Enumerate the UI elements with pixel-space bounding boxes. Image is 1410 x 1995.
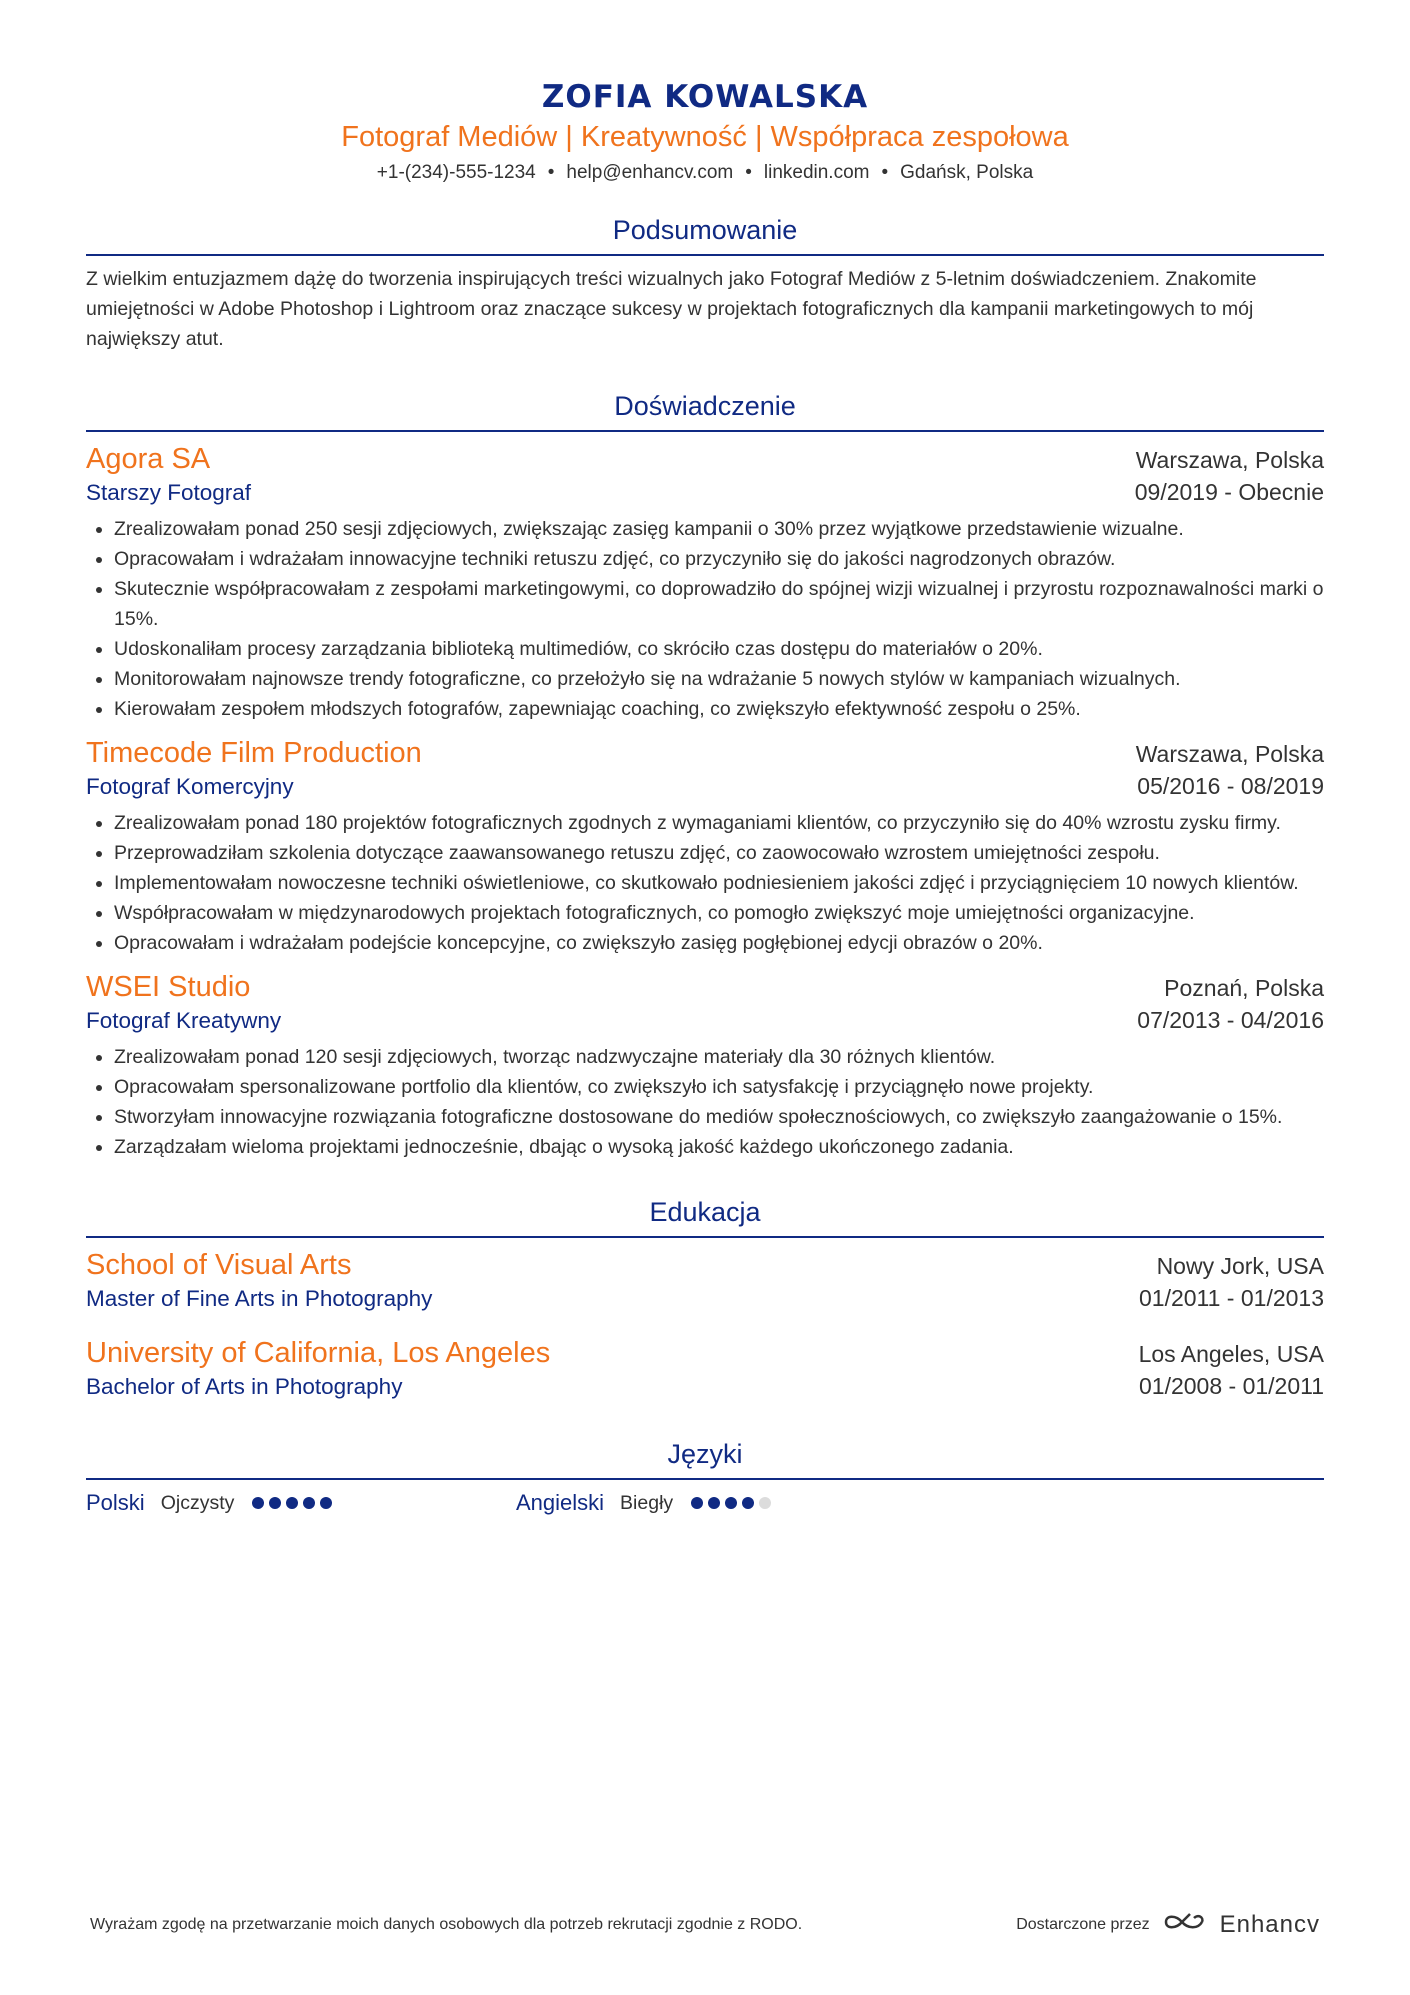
gdpr-consent: Wyrażam zgodę na przetwarzanie moich danych osobowych dla potrzeb rekrutacji zgodnie z RODO. [90, 1915, 803, 1933]
contact-email[interactable]: help@enhancv.com [566, 162, 734, 183]
rating-dot-filled [269, 1497, 281, 1509]
brand-name: Enhancv [1219, 1910, 1320, 1938]
rating-dot-empty [759, 1497, 771, 1509]
rating-dot-filled [725, 1497, 737, 1509]
education-dates: 01/2011 - 01/2013 [1138, 1285, 1324, 1311]
bullet-item: • Zrealizowałam ponad 250 sesji zdjęciowych, zwiększając zasięg kampanii o 30% przez wyjątkowe przedstawienie wizualne. [114, 514, 1324, 544]
resume-header [86, 0, 1324, 186]
rating-dot-filled [286, 1497, 298, 1509]
job-company: WSEI Studio [86, 971, 251, 1003]
job-company: Timecode Film Production [86, 737, 422, 769]
education-subheader-row [86, 1284, 1324, 1314]
degree: Bachelor of Arts in Photography [86, 1374, 403, 1399]
job-bullets [86, 514, 1324, 724]
school-location: Los Angeles, USA [1138, 1341, 1324, 1367]
education-entry [86, 1246, 1324, 1314]
separator-dot: • [881, 162, 889, 183]
language-level: Ojczysty [160, 1491, 235, 1514]
job-company: Agora SA [86, 443, 211, 475]
bullet-item: • Kierowałam zespołem młodszych fotografów, zapewniając coaching, co zwiększyło efektywność zespołu o 25%. [114, 694, 1324, 724]
bullet-item: • Skutecznie współpracowałam z zespołami marketingowymi, co doprowadziło do spójnej wizji wizualnej i przyrostu rozpoznawalności marki o 15%. [114, 574, 1324, 634]
bullet-item: • Opracowałam spersonalizowane portfolio dla klientów, co zwiększyło ich satysfakcję i przyciągnęło nowe projekty. [114, 1072, 1324, 1102]
contact-linkedin[interactable]: linkedin.com [763, 162, 870, 183]
school-name: University of California, Los Angeles [86, 1337, 551, 1369]
job-dates: 05/2016 - 08/2019 [1137, 773, 1324, 799]
section-title-education: Edukacja [86, 1194, 1324, 1238]
job-dates: 09/2019 - Obecnie [1134, 479, 1324, 505]
job-bullets [86, 808, 1324, 958]
job-header-row [86, 440, 1324, 478]
separator-dot: • [547, 162, 555, 183]
language-rating [691, 1497, 771, 1509]
contact-phone: +1-(234)-555-1234 [376, 162, 536, 183]
experience-section [86, 388, 1324, 1162]
bullet-item: • Opracowałam i wdrażałam podejście koncepcyjne, co zwiększyło zasięg pogłębionej edycji obrazów o 20%. [114, 928, 1324, 958]
rating-dot-filled [742, 1497, 754, 1509]
headline: Fotograf Mediów | Kreatywność | Współpraca zespołowa [341, 121, 1069, 153]
job-subheader-row [86, 1006, 1324, 1036]
language-name: Angielski [516, 1490, 605, 1515]
job-entry [86, 968, 1324, 1162]
candidate-name: ZOFIA KOWALSKA [541, 79, 869, 115]
powered-by-label: Dostarczone przez [1016, 1915, 1150, 1933]
education-header-row [86, 1246, 1324, 1284]
bullet-item: • Stworzyłam innowacyjne rozwiązania fotograficzne dostosowane do mediów społecznościowych, co zwiększyło zaangażowanie o 15%. [114, 1102, 1324, 1132]
section-title-languages: Języki [86, 1436, 1324, 1480]
job-role: Starszy Fotograf [86, 480, 252, 505]
rating-dot-filled [252, 1497, 264, 1509]
education-subheader-row [86, 1372, 1324, 1402]
rating-dot-filled [320, 1497, 332, 1509]
section-title-experience: Doświadczenie [86, 388, 1324, 432]
summary-section [86, 212, 1324, 354]
separator-dot: • [745, 162, 752, 183]
job-entry [86, 440, 1324, 724]
language-level: Biegły [620, 1491, 674, 1514]
bullet-item: • Współpracowałam w międzynarodowych projektach fotograficznych, co pomogło zwiększyć moje umiejętności organizacyjne. [114, 898, 1324, 928]
education-section [86, 1194, 1324, 1402]
bullet-item: • Zarządzałam wieloma projektami jednocześnie, dbając o wysoką jakość każdego ukończonego zadania. [114, 1132, 1324, 1162]
languages-row [86, 1490, 1324, 1516]
bullet-item: • Przeprowadziłam szkolenia dotyczące zaawansowanego retuszu zdjęć, co zaowocowało wzrostem umiejętności zespołu. [114, 838, 1324, 868]
bullet-item: • Zrealizowałam ponad 180 projektów fotograficznych zgodnych z wymaganiami klientów, co przyczyniło się do 40% wzrostu zysku firmy. [114, 808, 1324, 838]
degree: Master of Fine Arts in Photography [86, 1286, 433, 1311]
bullet-item: • Opracowałam i wdrażałam innowacyjne techniki retuszu zdjęć, co przyczyniło się do jakości nagrodzonych obrazów. [114, 544, 1324, 574]
job-location: Warszawa, Polska [1135, 447, 1324, 473]
education-entry [86, 1334, 1324, 1402]
contact-location: Gdańsk, Polska [900, 162, 1034, 183]
summary-text: Z wielkim entuzjazmem dążę do tworzenia inspirujących treści wizualnych jako Fotograf Mediów z 5-letnim doświadczeniem. Znakomite umiejętności w Adobe Photoshop i Lightroom oraz znaczące sukcesy w projektach fotograficznych dla kampanii marketingowych to mój największy atut. [86, 268, 1257, 350]
enhancv-logo-icon [1162, 1910, 1208, 1939]
job-bullets [86, 1042, 1324, 1162]
education-dates: 01/2008 - 01/2011 [1138, 1373, 1324, 1399]
job-role: Fotograf Komercyjny [86, 774, 294, 799]
job-role: Fotograf Kreatywny [86, 1008, 282, 1033]
brand-credit[interactable] [1016, 1910, 1320, 1939]
languages-section [86, 1436, 1324, 1516]
bullet-item: • Udoskonaliłam procesy zarządzania biblioteką multimediów, co skróciło czas dostępu do materiałów o 20%. [114, 634, 1324, 664]
language-entry [86, 1490, 516, 1516]
rating-dot-filled [691, 1497, 703, 1509]
contact-line [86, 160, 1324, 186]
job-entry [86, 734, 1324, 958]
job-header-row [86, 734, 1324, 772]
page-footer [90, 1910, 1320, 1939]
bullet-item: • Zrealizowałam ponad 120 sesji zdjęciowych, tworząc nadzwyczajne materiały dla 30 różnych klientów. [114, 1042, 1324, 1072]
job-subheader-row [86, 772, 1324, 802]
job-header-row [86, 968, 1324, 1006]
school-location: Nowy Jork, USA [1156, 1253, 1324, 1279]
school-name: School of Visual Arts [86, 1249, 352, 1281]
job-location: Warszawa, Polska [1135, 741, 1324, 767]
bullet-item: • Monitorowałam najnowsze trendy fotograficzne, co przełożyło się na wdrażanie 5 nowych stylów w kampaniach wizualnych. [114, 664, 1324, 694]
job-subheader-row [86, 478, 1324, 508]
language-rating [252, 1497, 332, 1509]
job-location: Poznań, Polska [1164, 975, 1324, 1001]
job-dates: 07/2013 - 04/2016 [1137, 1007, 1324, 1033]
language-name: Polski [86, 1490, 145, 1515]
rating-dot-filled [708, 1497, 720, 1509]
rating-dot-filled [303, 1497, 315, 1509]
education-header-row [86, 1334, 1324, 1372]
bullet-item: • Implementowałam nowoczesne techniki oświetleniowe, co skutkowało podniesieniem jakości zdjęć i przyciągnięciem 10 nowych klientów. [114, 868, 1324, 898]
language-entry [516, 1490, 771, 1516]
section-title-summary: Podsumowanie [86, 212, 1324, 256]
